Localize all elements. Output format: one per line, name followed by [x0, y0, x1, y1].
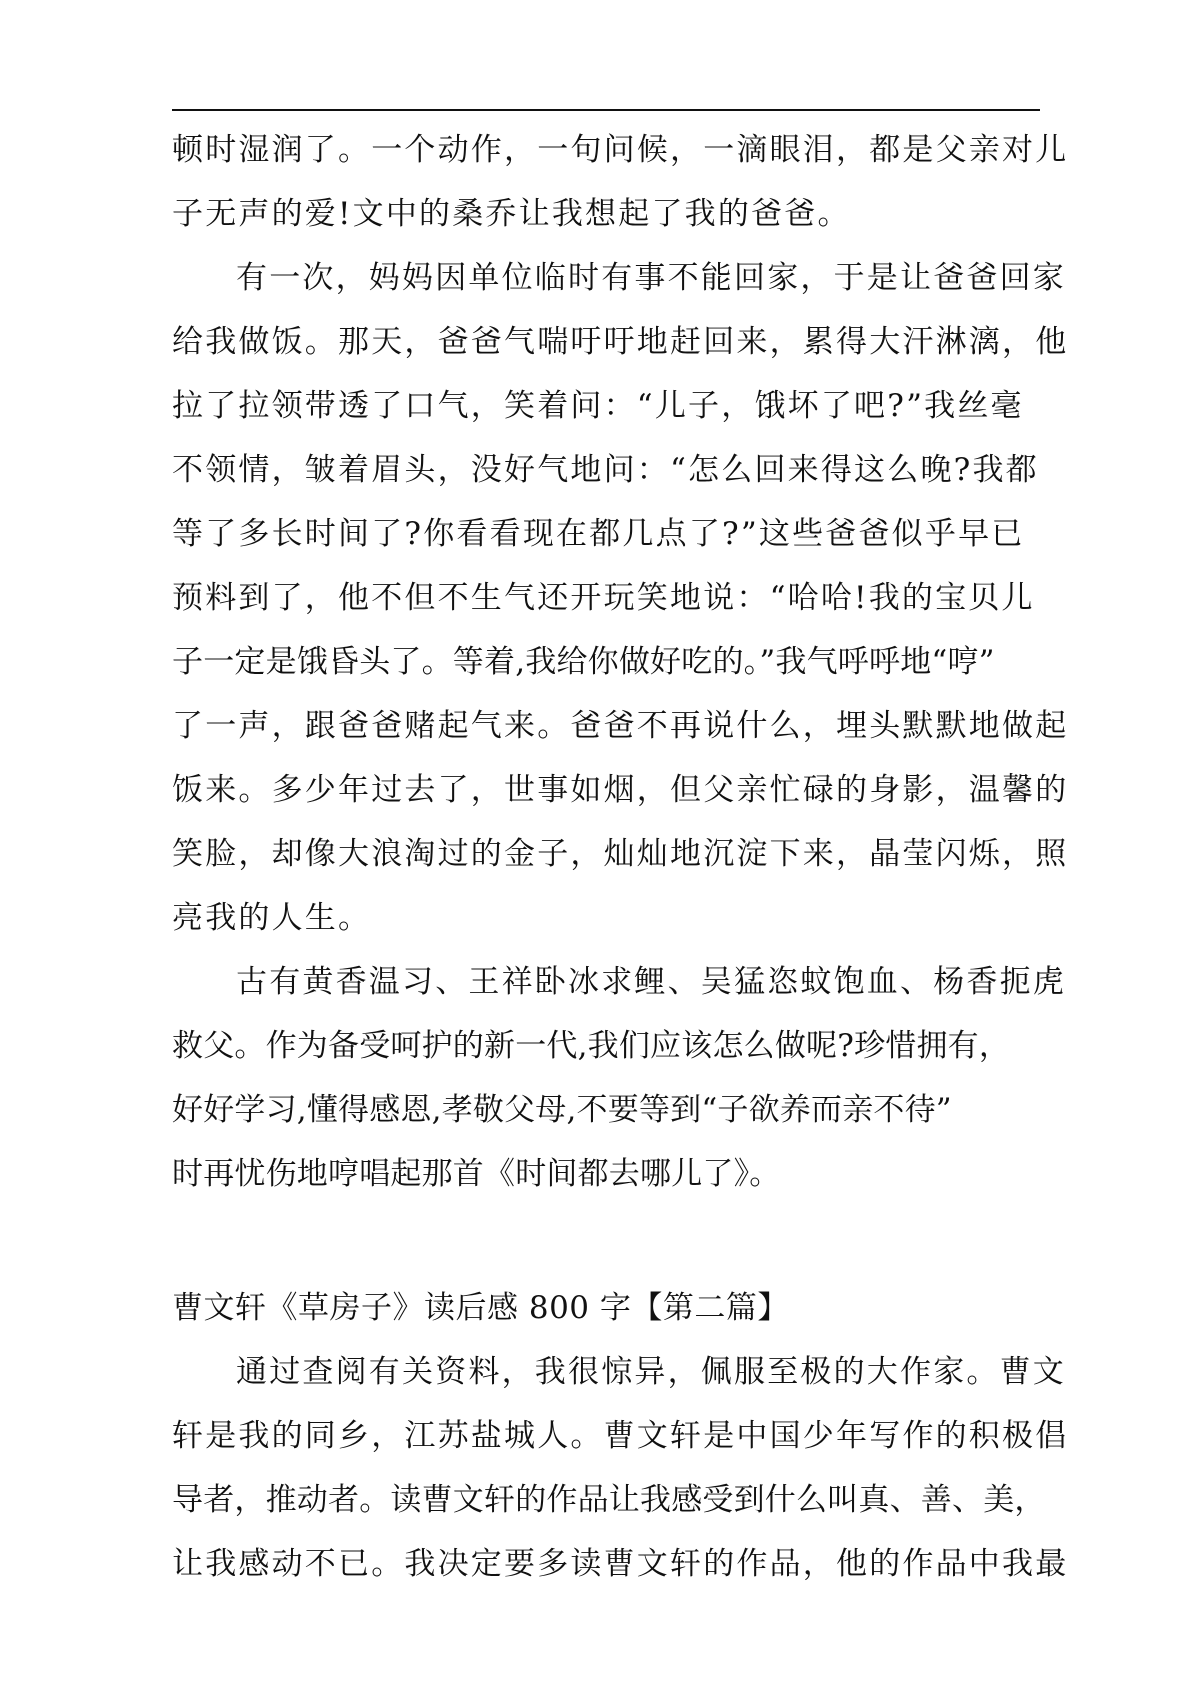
document-body: [172, 118, 1069, 1596]
section-gap: [172, 1206, 1047, 1276]
text-line: 顿时湿润了。一个动作，一句问候，一滴眼泪，都是父亲对儿: [172, 132, 1069, 168]
paragraph: [172, 1340, 1069, 1596]
text-line: 给我做饭。那天，爸爸气喘吁吁地赶回来，累得大汗淋漓，他: [172, 324, 1069, 360]
text-line: 预料到了，他不但不生气还开玩笑地说：“哈哈!我的宝贝儿: [172, 580, 1035, 616]
text-line: 轩是我的同乡，江苏盐城人。曹文轩是中国少年写作的积极倡: [172, 1418, 1069, 1454]
paragraph: [172, 118, 1069, 246]
header-rule: [172, 109, 1040, 111]
text-line: 时再忧伤地哼唱起那首《时间都去哪儿了》。: [172, 1156, 781, 1192]
text-line: 饭来。多少年过去了，世事如烟，但父亲忙碌的身影，温馨的: [172, 772, 1069, 808]
text-line: 子无声的爱!文中的桑乔让我想起了我的爸爸。: [172, 196, 851, 232]
text-line: 子一定是饿昏头了。等着,我给你做好吃的。”我气呼呼地“哼”: [172, 644, 995, 680]
text-line: 好好学习,懂得感恩,孝敬父母,不要等到“子欲养而亲不待”: [172, 1092, 952, 1128]
paragraph: [172, 950, 1066, 1206]
text-line: 救父。作为备受呵护的新一代,我们应该怎么做呢?珍惜拥有，: [172, 1028, 1011, 1064]
text-line: 导者，推动者。读曹文轩的作品让我感受到什么叫真、善、美，: [172, 1482, 1046, 1518]
text-line: 笑脸，却像大浪淘过的金子，灿灿地沉淀下来，晶莹闪烁，照: [172, 836, 1069, 872]
text-line: 等了多长时间了?你看看现在都几点了?”这些爸爸似乎早已: [172, 516, 1025, 552]
paragraph: [172, 246, 1069, 950]
text-line: 通过查阅有关资料，我很惊异，佩服至极的大作家。曹文: [236, 1354, 1066, 1390]
text-line: 有一次，妈妈因单位临时有事不能回家，于是让爸爸回家: [236, 260, 1066, 296]
text-line: 拉了拉领带透了口气，笑着问：“儿子，饿坏了吧?”我丝毫: [172, 388, 1024, 424]
section-heading: 曹文轩《草房子》读后感 800 字【第二篇】: [172, 1290, 789, 1326]
text-line: 亮我的人生。: [172, 900, 372, 936]
text-line: 让我感动不已。我决定要多读曹文轩的作品，他的作品中我最: [172, 1546, 1069, 1582]
text-line: 了一声，跟爸爸赌起气来。爸爸不再说什么，埋头默默地做起: [172, 708, 1069, 744]
text-line: 古有黄香温习、王祥卧冰求鲤、吴猛恣蚊饱血、杨香扼虎: [236, 964, 1066, 1000]
text-line: 不领情，皱着眉头，没好气地问：“怎么回来得这么晚?我都: [172, 452, 1039, 488]
